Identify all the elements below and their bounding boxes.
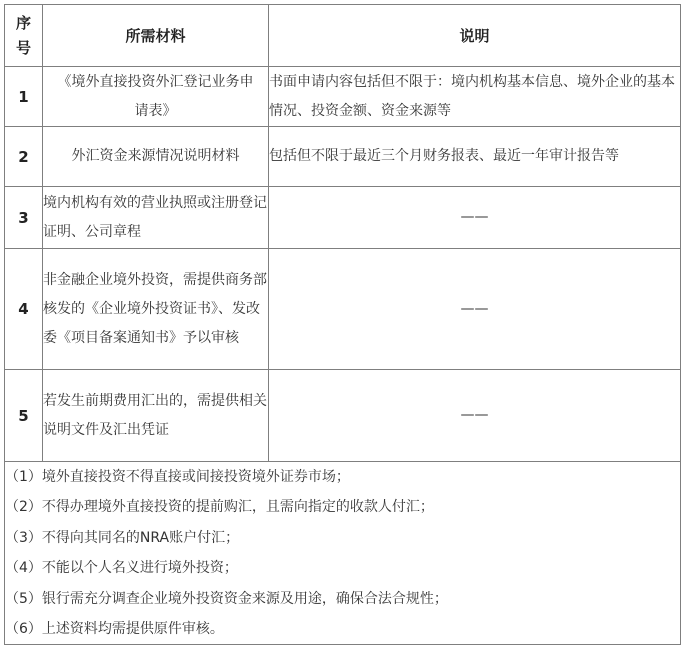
table-row: [5, 249, 681, 370]
table-row: [5, 370, 681, 462]
header-serial-number: 序 号: [5, 5, 43, 67]
requirements-table: [4, 4, 681, 645]
row-material: 若发生前期费用汇出的，需提供相关说明文件及汇出凭证: [43, 370, 269, 462]
row-description: 包括但不限于最近三个月财务报表、最近一年审计报告等: [269, 127, 681, 187]
row-number: 2: [5, 127, 43, 187]
row-description: ——: [269, 249, 681, 370]
row-description: ——: [269, 370, 681, 462]
table-header-row: [5, 5, 681, 67]
row-material: 非金融企业境外投资，需提供商务部核发的《企业境外投资证书》、发改委《项目备案通知书》予以审核: [43, 249, 269, 370]
notes-list: [5, 462, 680, 644]
notes-cell: [5, 462, 681, 645]
row-description: ——: [269, 187, 681, 249]
table-row: [5, 187, 681, 249]
notes-row: [5, 462, 681, 645]
row-number: 4: [5, 249, 43, 370]
row-number: 3: [5, 187, 43, 249]
header-description: 说明: [269, 5, 681, 67]
row-material: 境内机构有效的营业执照或注册登记证明、公司章程: [43, 187, 269, 249]
note-item: （4）不能以个人名义进行境外投资；: [5, 560, 238, 577]
row-description: 书面申请内容包括但不限于：境内机构基本信息、境外企业的基本情况、投资金额、资金来源等: [269, 67, 681, 127]
note-item: （5）银行需充分调查企业境外投资资金来源及用途，确保合法合规性；: [5, 590, 448, 607]
header-required-materials: 所需材料: [43, 5, 269, 67]
note-item: （2）不得办理境外直接投资的提前购汇，且需向指定的收款人付汇；: [5, 499, 434, 516]
row-number: 1: [5, 67, 43, 127]
note-item: （3）不得向其同名的NRA账户付汇；: [5, 529, 240, 546]
row-material: 《境外直接投资外汇登记业务申请表》: [43, 67, 269, 127]
row-number: 5: [5, 370, 43, 462]
table-row: [5, 127, 681, 187]
note-item: （1）境外直接投资不得直接或间接投资境外证券市场；: [5, 469, 350, 485]
table-row: [5, 67, 681, 127]
note-item: （6）上述资料均需提供原件审核。: [5, 621, 224, 638]
row-material: 外汇资金来源情况说明材料: [43, 127, 269, 187]
